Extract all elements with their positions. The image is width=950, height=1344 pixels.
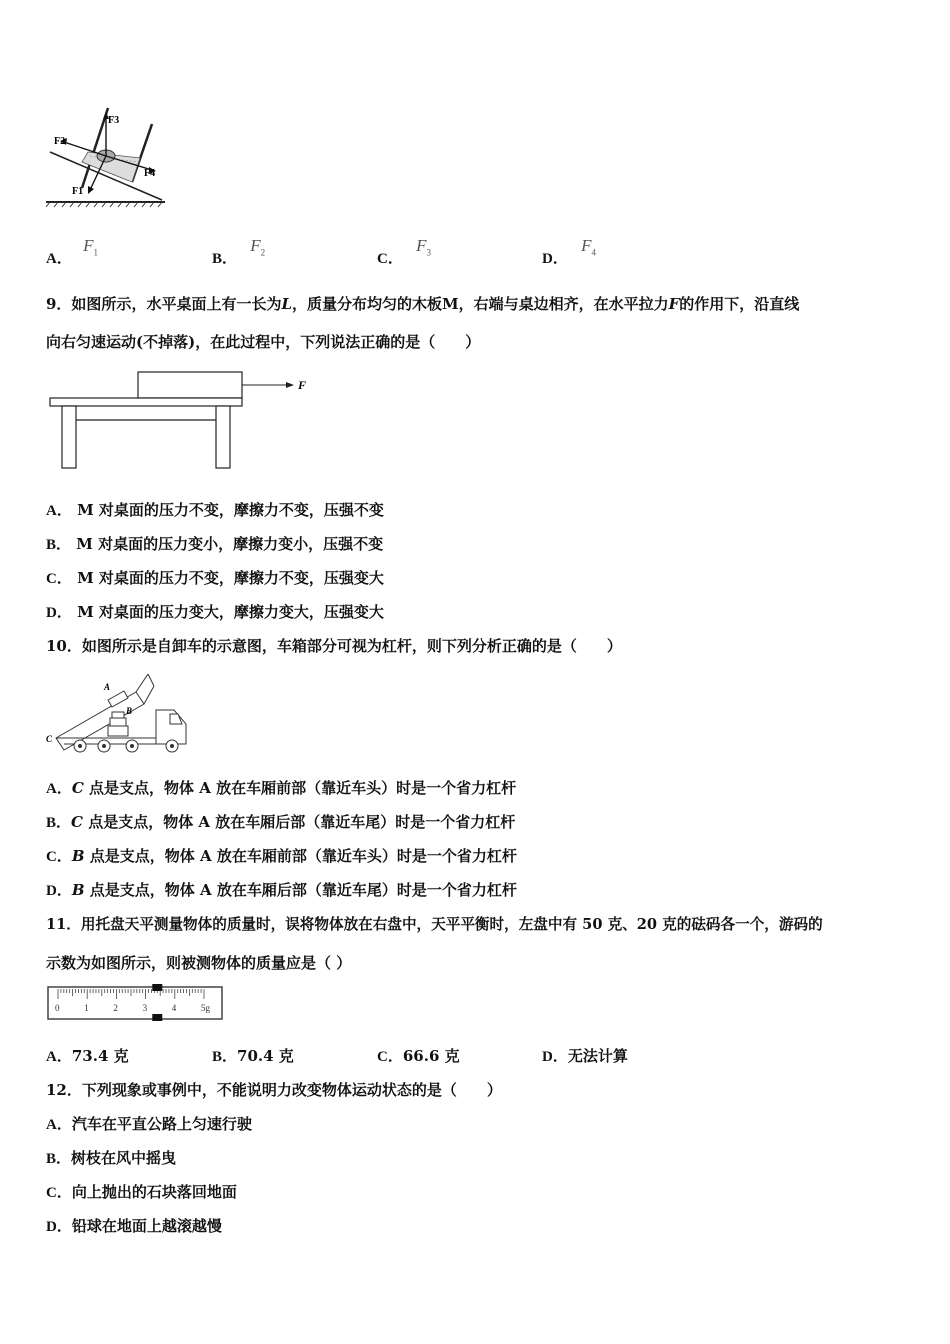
q9-stem-L: L bbox=[281, 295, 292, 313]
q10-option-b-letter: B． bbox=[46, 815, 72, 831]
q8-option-c-sub: 3 bbox=[426, 247, 431, 258]
q9-option-a-letter: A． bbox=[46, 503, 72, 519]
q9-figure bbox=[48, 366, 318, 476]
q10-fig-a: A bbox=[104, 682, 111, 692]
q10-option-b-point: C bbox=[71, 813, 83, 831]
q10-option-b[interactable] bbox=[46, 812, 515, 833]
q9-option-c-letter: C． bbox=[46, 571, 72, 587]
q11-option-d-text: 无法计算 bbox=[567, 1047, 628, 1065]
q8-option-a-letter: A． bbox=[46, 251, 72, 267]
q8-option-d-sub: 4 bbox=[591, 247, 596, 258]
q11-option-b-letter: B． bbox=[212, 1049, 238, 1065]
q11-ruler-label: 4 bbox=[171, 1003, 177, 1013]
q9-option-d-text: M 对桌面的压力变大，摩擦力变大，压强变大 bbox=[77, 603, 384, 621]
q12-option-d-letter: D． bbox=[46, 1219, 72, 1235]
q10-option-b-text: 点是支点，物体 A 放在车厢后部（靠近车尾）时是一个省力杠杆 bbox=[82, 813, 516, 831]
q9-stem-F: F bbox=[668, 295, 680, 313]
q10-option-d-text: 点是支点，物体 A 放在车厢后部（靠近车尾）时是一个省力杠杆 bbox=[84, 881, 517, 899]
q9-option-d-letter: D． bbox=[46, 605, 72, 621]
q11-option-a[interactable] bbox=[46, 1046, 129, 1067]
q10-fig-c: C bbox=[46, 734, 53, 744]
q10-option-c-text: 点是支点，物体 A 放在车厢前部（靠近车头）时是一个省力杠杆 bbox=[84, 847, 517, 865]
q12-option-b-text: 树枝在风中摇曳 bbox=[71, 1149, 177, 1167]
q10-option-c-letter: C． bbox=[46, 849, 72, 865]
q12-option-c-text: 向上抛出的石块落回地面 bbox=[71, 1183, 237, 1201]
q9-option-b-letter: B． bbox=[46, 537, 72, 553]
q10-option-d-point: B bbox=[71, 881, 85, 899]
q11-option-b-text: 70.4 克 bbox=[237, 1047, 294, 1065]
q9-stem-part-d: 的作用下，沿直线 bbox=[679, 295, 800, 313]
q10-option-a[interactable] bbox=[46, 778, 516, 799]
q9-option-a[interactable] bbox=[46, 500, 384, 521]
q9-option-b-text: M 对桌面的压力变小，摩擦力变小，压强不变 bbox=[76, 535, 384, 553]
q11-ruler bbox=[46, 984, 226, 1024]
q11-option-c-text: 66.6 克 bbox=[402, 1047, 460, 1065]
q10-option-d[interactable] bbox=[46, 880, 517, 901]
q8-option-a-sub: 1 bbox=[93, 247, 98, 258]
q8-option-b-letter: B． bbox=[212, 251, 238, 267]
q9-stem-part-b: ，质量分布均匀的木板 bbox=[292, 295, 443, 313]
q12-option-a-letter: A． bbox=[46, 1117, 72, 1133]
q11-rider-bottom bbox=[152, 1014, 162, 1021]
q8-option-b-sym: F bbox=[250, 236, 261, 255]
q8-option-c[interactable] bbox=[377, 236, 431, 274]
q8-option-c-sym: F bbox=[416, 236, 427, 255]
q11-ruler-label: 1 bbox=[84, 1003, 89, 1013]
q10-stem: 10．如图所示是自卸车的示意图，车箱部分可视为杠杆，则下列分析正确的是（ ） bbox=[46, 637, 622, 655]
q11-option-d[interactable] bbox=[542, 1046, 628, 1067]
q11-stem-line2: 示数为如图所示，则被测物体的质量应是（ ） bbox=[46, 954, 352, 972]
q9-stem-line2: 向右匀速运动(不掉落)，在此过程中，下列说法正确的是（ ） bbox=[46, 333, 481, 351]
q11-option-c-letter: C． bbox=[377, 1049, 403, 1065]
q8-fig-f1: F1 bbox=[72, 186, 84, 197]
q12-option-c[interactable] bbox=[46, 1182, 237, 1203]
q8-option-b-sub: 2 bbox=[260, 247, 266, 258]
q12-option-a[interactable] bbox=[46, 1114, 252, 1135]
q9-stem-M: M bbox=[442, 295, 459, 313]
q9-fig-force-label: F bbox=[298, 378, 307, 392]
q12-option-b[interactable] bbox=[46, 1148, 176, 1169]
q11-ruler-label: 3 bbox=[142, 1003, 148, 1013]
q12-option-d-text: 铅球在地面上越滚越慢 bbox=[71, 1217, 222, 1235]
q10-option-c-point: B bbox=[71, 847, 85, 865]
q8-option-a-sym: F bbox=[83, 236, 94, 255]
q10-option-a-letter: A． bbox=[46, 781, 72, 797]
q9-option-a-text: M 对桌面的压力不变，摩擦力不变，压强不变 bbox=[77, 501, 384, 519]
q8-fig-f3: F3 bbox=[108, 115, 120, 126]
q8-fig-f2: F2 bbox=[54, 136, 66, 147]
q9-stem-line1 bbox=[46, 294, 799, 314]
q10-figure bbox=[44, 668, 194, 758]
q9-stem-part-a: 9．如图所示，水平桌面上有一长为 bbox=[46, 295, 282, 313]
q12-option-d[interactable] bbox=[46, 1216, 222, 1237]
q9-option-b[interactable] bbox=[46, 534, 383, 555]
q10-option-d-letter: D． bbox=[46, 883, 72, 899]
q10-option-a-point: C bbox=[71, 779, 84, 797]
q8-option-c-letter: C． bbox=[377, 251, 403, 267]
q12-stem: 12．下列现象或事例中，不能说明力改变物体运动状态的是（ ） bbox=[46, 1081, 502, 1099]
q9-option-c[interactable] bbox=[46, 568, 384, 589]
q10-fig-b: B bbox=[126, 706, 133, 716]
q11-option-d-letter: D． bbox=[542, 1049, 568, 1065]
q8-figure bbox=[40, 100, 170, 210]
q12-option-b-letter: B． bbox=[46, 1151, 72, 1167]
q8-option-b[interactable] bbox=[212, 236, 266, 274]
q11-option-c[interactable] bbox=[377, 1046, 460, 1067]
q11-stem-line1: 11．用托盘天平测量物体的质量时，误将物体放在右盘中，天平平衡时，左盘中有 50 克、20 克的砝码各一个，游码的 bbox=[46, 916, 823, 933]
q8-option-d-sym: F bbox=[581, 236, 592, 255]
q9-stem-part-c: ，右端与桌边相齐，在水平拉力 bbox=[458, 295, 669, 313]
q9-option-c-text: M 对桌面的压力不变，摩擦力不变，压强变大 bbox=[77, 569, 384, 587]
q12-option-a-text: 汽车在平直公路上匀速行驶 bbox=[71, 1115, 252, 1133]
q11-ruler-label: 0 bbox=[55, 1003, 60, 1013]
q11-ruler-label: 2 bbox=[113, 1003, 118, 1013]
q8-option-d-letter: D． bbox=[542, 251, 568, 267]
q11-option-a-letter: A． bbox=[46, 1049, 72, 1065]
q11-option-b[interactable] bbox=[212, 1046, 294, 1067]
q11-ruler-label: 5g bbox=[201, 1003, 210, 1013]
q8-option-d[interactable] bbox=[542, 236, 596, 274]
q10-option-c[interactable] bbox=[46, 846, 517, 867]
q10-option-a-text: 点是支点，物体 A 放在车厢前部（靠近车头）时是一个省力杠杆 bbox=[83, 779, 517, 797]
q11-rider-top bbox=[152, 984, 162, 991]
q8-option-a[interactable] bbox=[46, 236, 98, 274]
q12-option-c-letter: C． bbox=[46, 1185, 72, 1201]
q9-option-d[interactable] bbox=[46, 602, 384, 623]
q11-option-a-text: 73.4 克 bbox=[71, 1047, 129, 1065]
q8-fig-f4: F4 bbox=[144, 168, 156, 179]
